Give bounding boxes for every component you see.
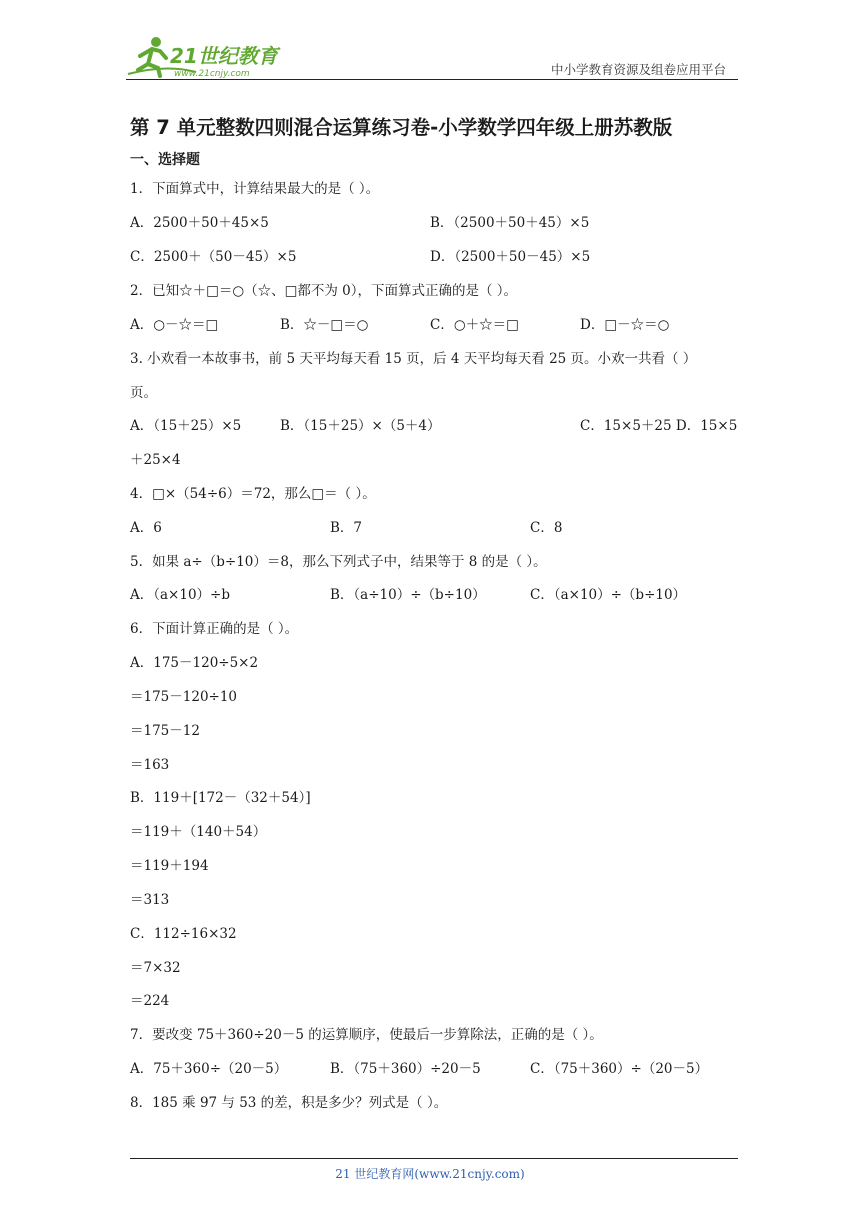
question-3-option-b: B．（15＋25）×（5＋4） bbox=[280, 418, 441, 434]
question-6-line: ＝119＋（140＋54） bbox=[130, 824, 267, 840]
question-1-option-d: D．（2500＋50－45）×5 bbox=[430, 249, 591, 265]
question-3-option-d-cont: ＋25×4 bbox=[130, 452, 181, 468]
question-3-option-cd: C．15×5＋25 D．15×5 bbox=[580, 418, 738, 434]
question-6-line: ＝224 bbox=[130, 993, 170, 1009]
question-6-line: ＝175－12 bbox=[130, 723, 200, 739]
question-2-option-b: B．☆－□＝○ bbox=[280, 317, 369, 333]
question-2-stem: 2．已知☆＋□＝○（☆、□都不为 0），下面算式正确的是（ ）。 bbox=[130, 283, 518, 299]
question-5-option-b: B．（a÷10）÷（b÷10） bbox=[330, 587, 486, 603]
question-7-stem: 7．要改变 75＋360÷20－5 的运算顺序，使最后一步算除法，正确的是（ ）。 bbox=[130, 1027, 603, 1043]
question-5-stem: 5．如果 a÷（b÷10）＝8，那么下列式子中，结果等于 8 的是（ ）。 bbox=[130, 554, 547, 570]
logo bbox=[126, 34, 286, 80]
question-1-option-a: A．2500＋50＋45×5 bbox=[130, 215, 269, 231]
question-2-option-c: C．○＋☆＝□ bbox=[430, 317, 519, 333]
question-1-stem: 1．下面算式中，计算结果最大的是（ ）。 bbox=[130, 181, 380, 197]
question-6-line: B．119＋[172－（32＋54）] bbox=[130, 790, 311, 806]
page-title: 第 7 单元整数四则混合运算练习卷-小学数学四年级上册苏教版 bbox=[130, 116, 673, 139]
question-4-stem: 4．□×（54÷6）＝72，那么□＝（ ）。 bbox=[130, 486, 376, 502]
section-heading: 一、选择题 bbox=[130, 152, 200, 168]
question-4-option-a: A．6 bbox=[130, 520, 162, 536]
question-3-stem-cont: 页。 bbox=[130, 385, 157, 401]
question-5-option-a: A．（a×10）÷b bbox=[130, 587, 230, 603]
question-7-option-c: C．（75＋360）÷（20－5） bbox=[530, 1061, 709, 1077]
footer-divider bbox=[130, 1158, 738, 1159]
footer-link[interactable]: 21 世纪教育网(www.21cnjy.com) bbox=[335, 1167, 525, 1181]
question-6-line: A．175－120÷5×2 bbox=[130, 655, 259, 671]
question-3-stem: 3. 小欢看一本故事书，前 5 天平均每天看 15 页，后 4 天平均每天看 25 页。小欢一共看（ ） bbox=[130, 351, 697, 367]
question-6-line: ＝163 bbox=[130, 757, 170, 773]
question-4-option-c: C．8 bbox=[530, 520, 563, 536]
question-4-option-b: B．7 bbox=[330, 520, 363, 536]
header-divider bbox=[126, 79, 738, 80]
question-6-line: ＝175－120÷10 bbox=[130, 689, 238, 705]
question-2-option-a: A．○－☆＝□ bbox=[130, 317, 219, 333]
logo-text: 21世纪教育 bbox=[170, 44, 278, 68]
question-8-stem: 8．185 乘 97 与 53 的差，积是多少？列式是（ ）。 bbox=[130, 1095, 448, 1111]
question-1-option-c: C．2500＋（50－45）×5 bbox=[130, 249, 297, 265]
page-header bbox=[0, 0, 860, 90]
question-5-option-c: C．（a×10）÷（b÷10） bbox=[530, 587, 687, 603]
platform-name: 中小学教育资源及组卷应用平台 bbox=[550, 62, 726, 77]
question-6-line: ＝7×32 bbox=[130, 960, 181, 976]
question-7-option-a: A．75＋360÷（20－5） bbox=[130, 1061, 288, 1077]
question-1-option-b: B．（2500＋50＋45）×5 bbox=[430, 215, 590, 231]
question-6-line: C．112÷16×32 bbox=[130, 926, 237, 942]
question-6-line: ＝119＋194 bbox=[130, 858, 209, 874]
question-7-option-b: B．（75＋360）÷20－5 bbox=[330, 1061, 481, 1077]
question-2-option-d: D．□－☆＝○ bbox=[580, 317, 670, 333]
question-3-option-a: A．（15＋25）×5 bbox=[130, 418, 242, 434]
question-6-line: ＝313 bbox=[130, 892, 170, 908]
logo-url: www.21cnjy.com bbox=[174, 69, 250, 79]
question-6-stem: 6．下面计算正确的是（ ）。 bbox=[130, 621, 299, 637]
